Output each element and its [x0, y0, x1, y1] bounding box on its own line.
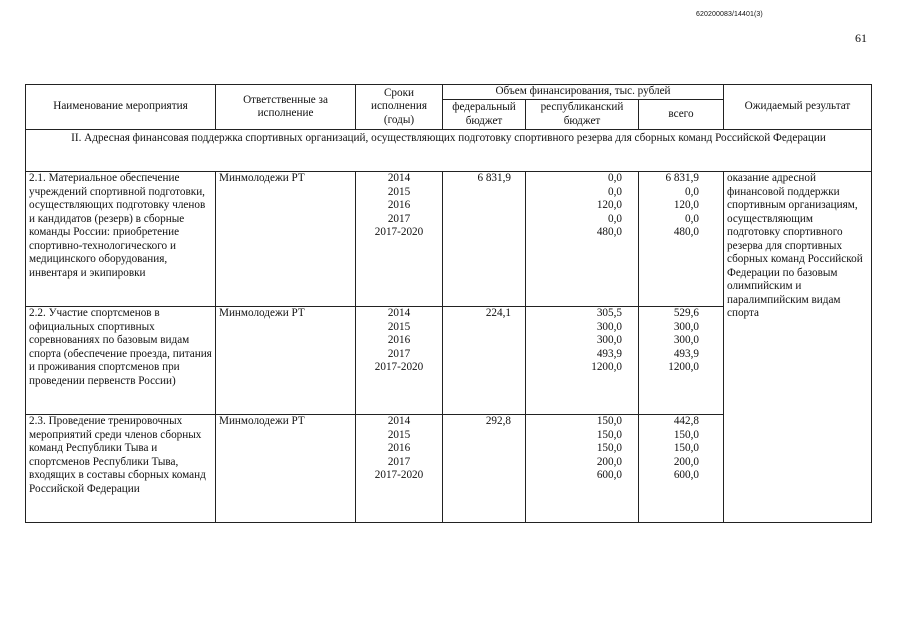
row-name: 2.2. Участие спортсменов в официальных спортивных соревнованиях по базовым видам спорта (обеспечение проезда, питания и проживания спортсменов при проведении первенств России) — [26, 307, 216, 415]
page-number: 61 — [855, 31, 867, 45]
header-federal: федеральный бюджет — [443, 100, 526, 130]
header-funding: Объем финансирования, тыс. рублей — [443, 85, 724, 100]
row-responsible: Минмолодежи РТ — [216, 307, 356, 415]
funding-table — [25, 84, 872, 523]
row-years: 2014 2015 2016 2017 2017-2020 — [356, 307, 443, 415]
row-federal: 292,8 — [443, 415, 526, 523]
section-title: II. Адресная финансовая поддержка спортивных организаций, осуществляющих подготовку спортивного резерва для сборных команд Российской Федерации — [26, 130, 872, 172]
row-responsible: Минмолодежи РТ — [216, 172, 356, 307]
row-responsible: Минмолодежи РТ — [216, 415, 356, 523]
row-total: 442,8 150,0 150,0 200,0 600,0 — [639, 415, 724, 523]
table-row — [26, 172, 872, 307]
row-years: 2014 2015 2016 2017 2017-2020 — [356, 415, 443, 523]
header-responsible: Ответственные за исполнение — [216, 85, 356, 130]
header-terms: Сроки исполнения (годы) — [356, 85, 443, 130]
row-name: 2.3. Проведение тренировочных мероприятий среди членов сборных команд Республики Тыва и спортсменов Республики Тыва, входящих в составы сборных команд Российской Федерации — [26, 415, 216, 523]
row-name: 2.1. Материальное обеспечение учреждений спортивной подготовки, осуществляющих подготовку членов и кандидатов (резерв) в сборные команды России: приобретение спортивно-технологического и медицинского оборудования, инвентаря и экипировки — [26, 172, 216, 307]
row-republican: 150,0 150,0 150,0 200,0 600,0 — [526, 415, 639, 523]
row-republican: 305,5 300,0 300,0 493,9 1200,0 — [526, 307, 639, 415]
row-years: 2014 2015 2016 2017 2017-2020 — [356, 172, 443, 307]
row-federal: 224,1 — [443, 307, 526, 415]
row-total: 6 831,9 0,0 120,0 0,0 480,0 — [639, 172, 724, 307]
header-republican: республиканский бюджет — [526, 100, 639, 130]
row-total: 529,6 300,0 300,0 493,9 1200,0 — [639, 307, 724, 415]
header-name: Наименование мероприятия — [26, 85, 216, 130]
row-federal: 6 831,9 — [443, 172, 526, 307]
header-total: всего — [639, 100, 724, 130]
row-republican: 0,0 0,0 120,0 0,0 480,0 — [526, 172, 639, 307]
document-code: 620200083/14401(3) — [696, 11, 763, 18]
header-result: Ожидаемый результат — [724, 85, 872, 130]
expected-result: оказание адресной финансовой поддержки спортивным организациям, осуществляющим подготовку спортивного резерва для спортивных сборных команд Российской Федерации по базовым олимпийским и паралимпийским видам спорта — [724, 172, 872, 523]
